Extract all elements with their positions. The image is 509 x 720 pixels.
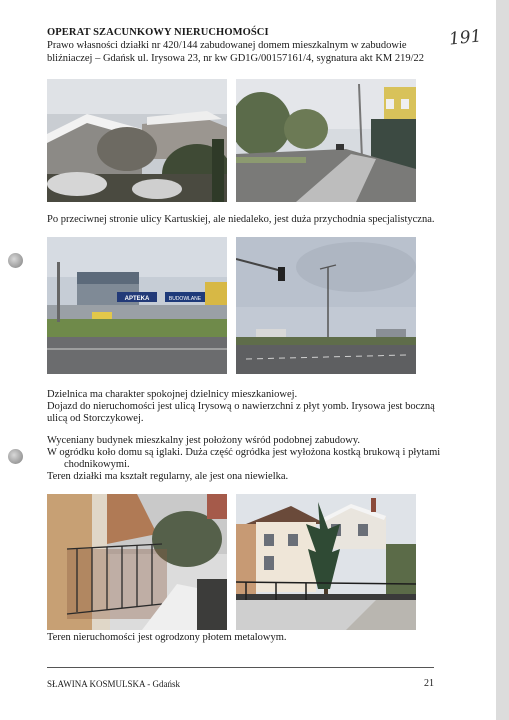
header-line-2: bliźniaczej – Gdańsk ul. Irysowa 23, nr kw GD1G/00157161/4, sygnatura akt KM 219/22 xyxy=(47,53,425,64)
description-line-7: Teren działki ma kształt regularny, ale jest ona niewielka. xyxy=(47,471,289,482)
description-line-1: Dzielnica ma charakter spokojnej dzielnicy mieszkaniowej. xyxy=(47,389,298,400)
binder-hole-bottom xyxy=(8,449,23,464)
page-edge xyxy=(496,0,509,720)
photo-balcony-garden xyxy=(47,494,227,630)
store-sign-text: BUDOWLANE xyxy=(168,296,202,302)
photo-intersection-traffic-light xyxy=(236,237,416,374)
description-line-4: Wyceniany budynek mieszkalny jest położony wśród podobnej zabudowy. xyxy=(47,435,361,446)
description-line-6: chodnikowymi. xyxy=(64,459,130,470)
footer-rule xyxy=(47,667,434,668)
apteka-sign-text: APTEKA xyxy=(124,296,150,302)
description-line-3: ulicą od Storczykowej. xyxy=(47,413,144,424)
description-line-5: W ogródku koło domu są iglaki. Duża część ogródka jest wyłożona kostką brukową i płytami xyxy=(47,447,441,458)
photo-street-building xyxy=(236,79,416,202)
page-number: 21 xyxy=(424,678,434,689)
header-line-1: Prawo własności działki nr 420/144 zabudowanej domem mieszkalnym w zabudowie xyxy=(47,40,407,51)
footer-author: SŁAWINA KOSMULSKA - Gdańsk xyxy=(47,679,181,689)
document-title: OPERAT SZACUNKOWY NIERUCHOMOŚCI xyxy=(47,27,269,38)
caption-fence: Teren nieruchomości jest ogrodzony płotem metalowym. xyxy=(47,632,287,643)
photo-house-exterior xyxy=(236,494,416,630)
caption-clinic: Po przeciwnej stronie ulicy Kartuskiej, ale niedaleko, jest duża przychodnia specjalistyczna. xyxy=(47,214,435,225)
handwritten-page-number: 191 xyxy=(448,26,483,50)
description-line-2: Dojazd do nieruchomości jest ulicą Irysową o nawierzchni z płyt yomb. Irysowa jest boczną xyxy=(47,401,435,412)
binder-hole-top xyxy=(8,253,23,268)
photo-snowy-rooftops xyxy=(47,79,227,202)
photo-clinic-building xyxy=(47,237,227,374)
